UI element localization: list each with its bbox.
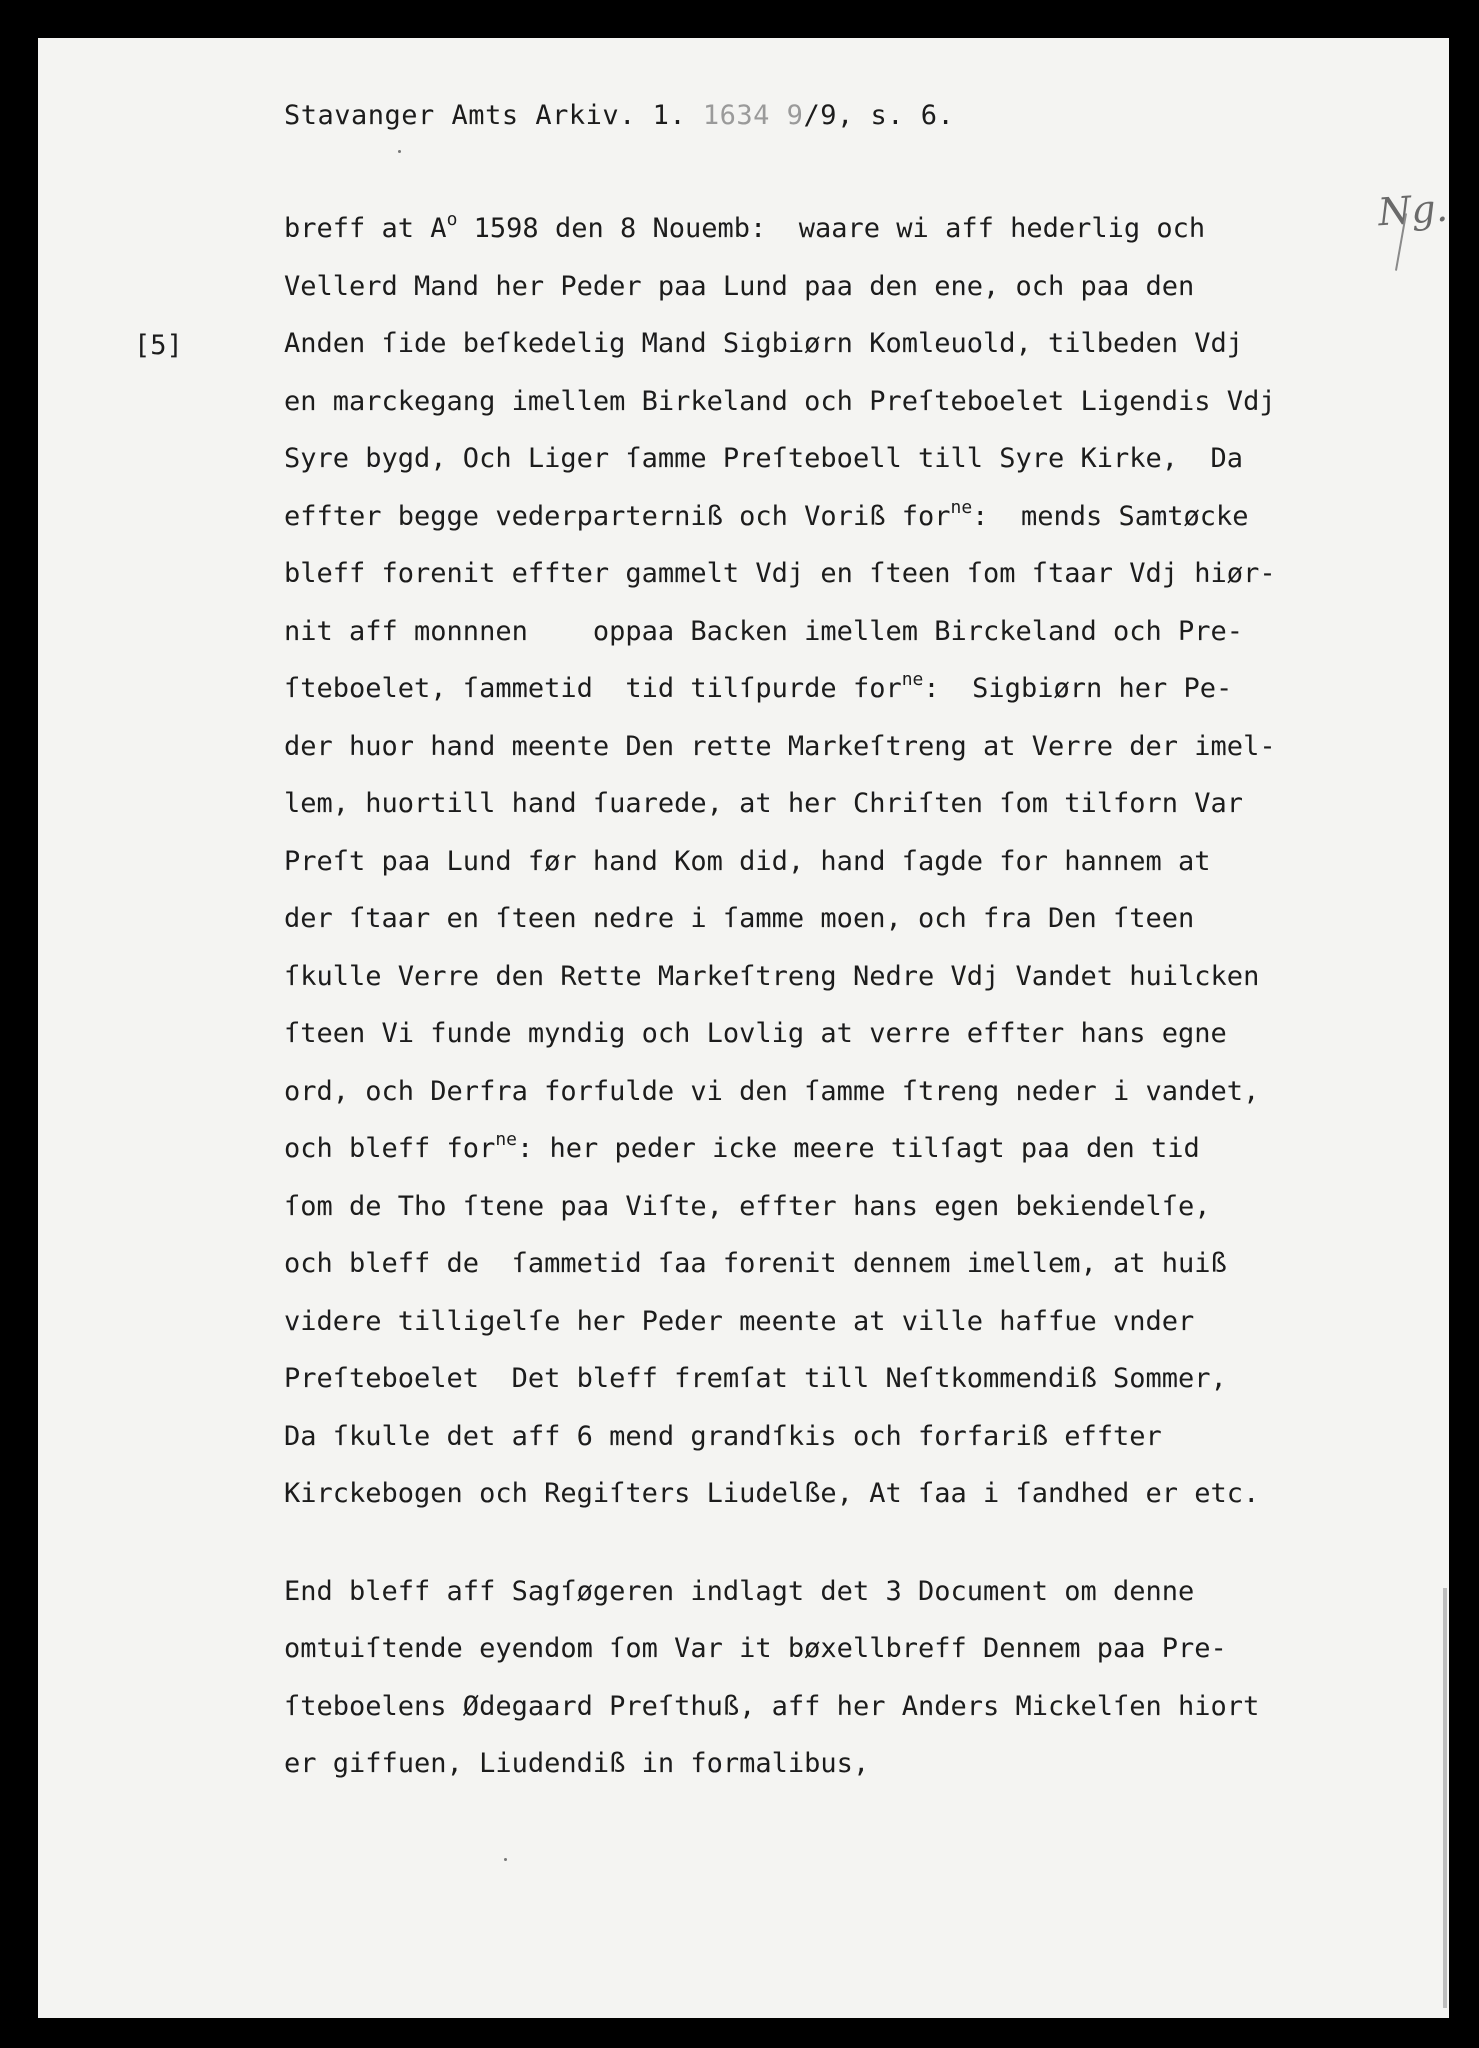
line-text: och bleff de ſammetid ſaa forenit dennem imellem, at huiß	[284, 1248, 1227, 1279]
margin-handwritten-note: Ng.	[1376, 185, 1450, 235]
text-line	[284, 1620, 1374, 1678]
line-text: Preſteboelet Det bleff fremſat till Neſtkommendiß Sommer,	[284, 1363, 1227, 1394]
line-text-continued: 1598 den 8 Nouemb: waare wi aff hederlig och	[457, 213, 1206, 244]
line-text: der ſtaar en ſteen nedre i ſamme moen, och fra Den ſteen	[284, 903, 1195, 934]
line-text: ſteboelet, ſammetid tid tilſpurde for	[284, 673, 902, 704]
paper-speck	[504, 1858, 507, 1861]
text-line	[284, 660, 1374, 718]
line-text: ſteboelens Ødegaard Preſthuß, aff her Anders Mickelſen hiort	[284, 1690, 1260, 1722]
text-line	[284, 1005, 1374, 1063]
text-line	[284, 373, 1374, 431]
text-line	[284, 1178, 1374, 1236]
line-text: Anden ſide beſkedelig Mand Sigbiørn Komleuold, tilbeden Vdj	[284, 328, 1244, 359]
text-line	[284, 775, 1374, 833]
text-line	[284, 1563, 1374, 1621]
text-line	[284, 1120, 1374, 1178]
line-text: Da ſkulle det aff 6 mend grandſkis och forfariß effter	[284, 1420, 1162, 1452]
line-text-continued: : her peder icke meere tilſagt paa den tid	[517, 1133, 1200, 1164]
text-line	[284, 1235, 1374, 1293]
text-line	[284, 200, 1374, 258]
line-text: lem, huortill hand ſuarede, at her Chriſten ſom tilforn Var	[284, 788, 1244, 819]
line-text-continued: : Sigbiørn her Pe-	[923, 673, 1233, 704]
line-text: ſkulle Verre den Rette Markeſtreng Nedre Vdj Vandet huilcken	[284, 960, 1260, 992]
line-text: ſteen Vi funde myndig och Lovlig at verre effter hans egne	[284, 1018, 1227, 1049]
text-line	[284, 603, 1374, 661]
line-text: breff at A	[284, 213, 447, 244]
header-prefix: Stavanger Amts Arkiv. 1.	[284, 100, 703, 131]
superscript-abbreviation: ne	[950, 496, 973, 518]
text-line	[284, 890, 1374, 948]
text-line	[284, 1063, 1374, 1121]
line-text: Vellerd Mand her Peder paa Lund paa den ene, och paa den	[284, 270, 1195, 302]
line-text: ord, och Derfra forfulde vi den ſamme ſtreng neder i vandet,	[284, 1075, 1260, 1107]
text-line	[284, 1465, 1374, 1523]
text-line	[284, 488, 1374, 546]
text-line	[284, 545, 1374, 603]
archive-reference-header	[284, 100, 954, 131]
text-line	[284, 1408, 1374, 1466]
line-text: omtuiſtende eyendom ſom Var it bøxellbreff Dennem paa Pre-	[284, 1633, 1227, 1664]
line-text: der huor hand meente Den rette Markeſtreng at Verre der imel-	[284, 730, 1276, 762]
superscript-abbreviation: ne	[495, 1129, 518, 1150]
text-line	[284, 1293, 1374, 1351]
header-suffix: /9, s. 6.	[803, 100, 955, 131]
header-date-day: 9	[769, 100, 804, 131]
line-text: nit aff monnnen oppaa Backen imellem Birckeland och Pre-	[284, 615, 1244, 647]
document-page	[38, 38, 1449, 2018]
text-line	[284, 948, 1374, 1006]
margin-page-number: [5]	[134, 330, 183, 361]
header-year: 1634	[702, 100, 770, 131]
text-line	[284, 1350, 1374, 1408]
text-line	[284, 315, 1374, 373]
line-text: er giffuen, Liudendiß in formalibus,	[284, 1748, 870, 1779]
line-text: effter begge vederparterniß och Voriß for	[284, 500, 951, 532]
text-line	[284, 1678, 1374, 1736]
text-line	[284, 1735, 1374, 1793]
transcription-body	[284, 200, 1374, 1793]
text-line	[284, 430, 1374, 488]
text-line	[284, 258, 1374, 316]
line-text: ſom de Tho ſtene paa Viſte, effter hans egen bekiendelſe,	[284, 1190, 1211, 1222]
line-text: bleff forenit effter gammelt Vdj en ſteen ſom ſtaar Vdj hiør-	[284, 558, 1276, 589]
superscript-abbreviation: o	[446, 209, 458, 230]
line-text-continued: : mends Samtøcke	[972, 500, 1249, 532]
line-text: End bleff aff Sagſøgeren indlagt det 3 Document om denne	[284, 1575, 1195, 1607]
superscript-abbreviation: ne	[901, 669, 924, 690]
paragraph-gap	[284, 1523, 1374, 1563]
line-text: Preſt paa Lund før hand Kom did, hand ſagde for hannem at	[284, 845, 1211, 877]
line-text: en marckegang imellem Birkeland och Preſteboelet Ligendis Vdj	[284, 385, 1276, 417]
page-edge-shadow	[1443, 1588, 1447, 2008]
paper-speck	[398, 150, 401, 153]
line-text: videre tilligelſe her Peder meente at ville haffue vnder	[284, 1305, 1195, 1337]
line-text: Syre bygd, Och Liger ſamme Preſteboell till Syre Kirke, Da	[284, 443, 1244, 474]
line-text: Kirckebogen och Regiſters Liudelße, At ſaa i ſandhed er etc.	[284, 1478, 1260, 1509]
line-text: och bleff for	[284, 1133, 496, 1164]
text-line	[284, 718, 1374, 776]
text-line	[284, 833, 1374, 891]
